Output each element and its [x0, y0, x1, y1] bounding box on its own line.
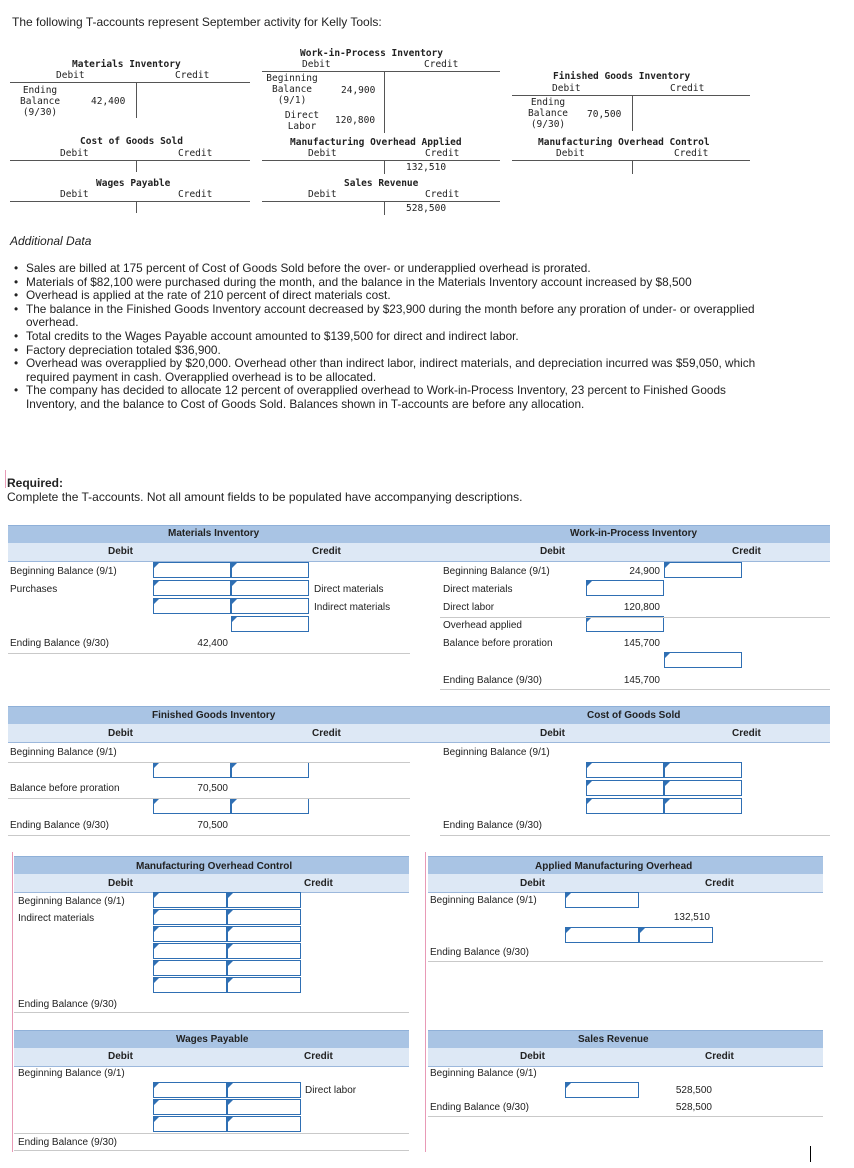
moc-credit-input[interactable] [227, 943, 301, 959]
mi-debit-input[interactable] [153, 598, 231, 614]
wip-ending-label: Ending Balance (9/30) [443, 675, 542, 686]
grid-wp-credit: Credit [304, 1051, 333, 1062]
t-value: 528,500 [406, 203, 447, 214]
t-title: Work-in-Process Inventory [300, 48, 443, 59]
t-credit: Credit [175, 70, 210, 81]
moc-row-label: Beginning Balance (9/1) [18, 896, 125, 907]
wip-row-label: Beginning Balance (9/1) [443, 566, 550, 577]
grid-amo-title: Applied Manufacturing Overhead [535, 861, 693, 872]
t-debit: Debit [56, 70, 85, 81]
grid-mi-debit: Debit [108, 546, 133, 557]
t-credit: Credit [670, 83, 705, 94]
wp-debit-input[interactable] [153, 1116, 227, 1132]
wp-credit-input[interactable] [227, 1116, 301, 1132]
t-direct-labor-label: Direct Labor [284, 110, 320, 132]
t-credit: Credit [674, 148, 709, 159]
additional-data-title: Additional Data [10, 234, 92, 248]
t-title: Manufacturing Overhead Control [538, 137, 710, 148]
mi-debit-amount-input[interactable] [231, 562, 309, 578]
t-debit: Debit [556, 148, 585, 159]
mi-credit-label: Indirect materials [314, 602, 391, 613]
additional-data-list [12, 262, 766, 412]
wip-row-label: Direct labor [443, 602, 495, 613]
list-item: • Sales are billed at 175 percent of Cost of Goods Sold before the over- or underapplied overhead is prorated. [26, 262, 766, 276]
grid-wip-credit: Credit [732, 546, 761, 557]
required-title: Required: [7, 476, 64, 490]
cogs-ending-label: Ending Balance (9/30) [443, 820, 542, 831]
grid-cogs-debit: Debit [540, 728, 565, 739]
t-debit: Debit [552, 83, 581, 94]
t-credit: Credit [178, 189, 213, 200]
wip-debit-input[interactable] [586, 580, 664, 596]
t-credit: Credit [178, 148, 213, 159]
wp-ending-label: Ending Balance (9/30) [18, 1137, 117, 1148]
list-item: • Overhead is applied at the rate of 210 percent of direct materials cost. [26, 289, 766, 303]
t-debit: Debit [60, 189, 89, 200]
cogs-credit-input[interactable] [664, 762, 742, 778]
t-debit: Debit [308, 148, 337, 159]
moc-debit-input[interactable] [153, 943, 227, 959]
moc-credit-input[interactable] [227, 960, 301, 976]
grid-fg-credit: Credit [312, 728, 341, 739]
amo-row-label: Beginning Balance (9/1) [430, 895, 537, 906]
grid-fg-title: Finished Goods Inventory [152, 710, 276, 721]
t-ending-label: Ending Balance (9/30) [20, 85, 61, 118]
t-title: Manufacturing Overhead Applied [290, 137, 462, 148]
fg-row-label: Balance before proration [10, 783, 120, 794]
fg-value: 70,500 [197, 783, 228, 794]
fg-row-label: Beginning Balance (9/1) [10, 747, 117, 758]
t-title: Materials Inventory [72, 59, 181, 70]
sr-value: 528,500 [675, 1085, 712, 1096]
wip-row-label: Balance before proration [443, 638, 553, 649]
t-credit: Credit [424, 59, 459, 70]
t-debit: Debit [308, 189, 337, 200]
cogs-credit-input[interactable] [664, 798, 742, 814]
grid-sr-credit: Credit [705, 1051, 734, 1062]
wp-credit-input[interactable] [227, 1082, 301, 1098]
t-title: Sales Revenue [344, 178, 419, 189]
grid-wip-debit: Debit [540, 546, 565, 557]
grid-amo-credit: Credit [705, 878, 734, 889]
amo-ending-label: Ending Balance (9/30) [430, 947, 529, 958]
moc-ending-label: Ending Balance (9/30) [18, 999, 117, 1010]
grid-moc-credit: Credit [304, 878, 333, 889]
grid-cogs-credit: Credit [732, 728, 761, 739]
grid-amo-debit: Debit [520, 878, 545, 889]
grid-cogs-title: Cost of Goods Sold [587, 710, 681, 721]
t-ending-label: Ending Balance (9/30) [527, 97, 569, 130]
grid-mi-title: Materials Inventory [168, 528, 260, 539]
cogs-row-label: Beginning Balance (9/1) [443, 747, 550, 758]
fg-debit-input[interactable] [153, 798, 231, 814]
mi-credit-input[interactable] [231, 598, 309, 614]
fg-credit-input[interactable] [231, 798, 309, 814]
moc-credit-input[interactable] [227, 909, 301, 925]
cogs-debit-input[interactable] [586, 762, 664, 778]
cogs-debit-input[interactable] [586, 798, 664, 814]
mi-credit-input[interactable] [231, 616, 309, 632]
wip-row-label: Direct materials [443, 584, 513, 595]
grid-sr-debit: Debit [520, 1051, 545, 1062]
mi-ending-label: Ending Balance (9/30) [10, 638, 109, 649]
wp-credit-label: Direct labor [305, 1085, 357, 1096]
intro-text: The following T-accounts represent September activity for Kelly Tools: [12, 15, 382, 29]
t-value: 70,500 [587, 109, 622, 120]
grid-fg-debit: Debit [108, 728, 133, 739]
moc-row-label: Indirect materials [18, 913, 95, 924]
amo-debit-input[interactable] [565, 927, 639, 943]
wip-value: 120,800 [623, 602, 660, 613]
mi-credit-label: Direct materials [314, 584, 384, 595]
moc-credit-input[interactable] [227, 892, 301, 908]
list-item: • The balance in the Finished Goods Inventory account decreased by $23,900 during the month before any proration of under- or overapplied overhead. [26, 303, 766, 330]
moc-debit-input[interactable] [153, 909, 227, 925]
mi-ending-value: 42,400 [197, 638, 228, 649]
wip-credit-input[interactable] [664, 562, 742, 578]
sr-ending-label: Ending Balance (9/30) [430, 1102, 529, 1113]
wip-ending-value: 145,700 [623, 675, 660, 686]
sr-ending-value: 528,500 [675, 1102, 712, 1113]
t-debit: Debit [302, 59, 331, 70]
t-beginning-label: Beginning Balance (9/1) [266, 73, 318, 106]
wp-row-label: Beginning Balance (9/1) [18, 1068, 125, 1079]
moc-debit-input[interactable] [153, 926, 227, 942]
moc-debit-input[interactable] [153, 892, 227, 908]
grid-moc-debit: Debit [108, 878, 133, 889]
t-title: Finished Goods Inventory [553, 71, 691, 82]
mi-debit-input[interactable] [153, 562, 231, 578]
moc-credit-input[interactable] [227, 977, 301, 993]
list-item: • Materials of $82,100 were purchased during the month, and the balance in the Materials Inventory account increased by $8,500 [26, 276, 766, 290]
sr-debit-input[interactable] [565, 1082, 639, 1098]
text-cursor [810, 1146, 811, 1162]
t-value: 24,900 [341, 85, 376, 96]
t-credit: Credit [425, 189, 460, 200]
grid-mi-credit: Credit [312, 546, 341, 557]
wip-debit-input[interactable] [586, 616, 664, 632]
wp-debit-input[interactable] [153, 1082, 227, 1098]
amo-debit-input[interactable] [565, 892, 639, 908]
grid-moc-title: Manufacturing Overhead Control [136, 861, 293, 872]
grid-wp-title: Wages Payable [176, 1034, 249, 1045]
fg-credit-input[interactable] [231, 762, 309, 778]
moc-debit-input[interactable] [153, 977, 227, 993]
wp-credit-input[interactable] [227, 1099, 301, 1115]
fg-debit-input[interactable] [153, 762, 231, 778]
wip-row-label: Overhead applied [443, 620, 522, 631]
wp-debit-input[interactable] [153, 1099, 227, 1115]
fg-ending-value: 70,500 [197, 820, 228, 831]
t-title: Cost of Goods Sold [80, 136, 183, 147]
t-value: 132,510 [406, 162, 447, 173]
mi-row-label: Purchases [10, 584, 58, 595]
list-item: • Overhead was overapplied by $20,000. Overhead other than indirect labor, indirect materials, and depreciation incurred was $59,050, which required payment in cash. Overapplied overhead is to be allocated. [26, 357, 766, 384]
wip-credit-input[interactable] [664, 652, 742, 668]
cogs-credit-input[interactable] [664, 780, 742, 796]
sr-row-label: Beginning Balance (9/1) [430, 1068, 537, 1079]
mi-row-label: Beginning Balance (9/1) [10, 566, 117, 577]
t-value: 42,400 [91, 96, 126, 107]
required-text: Complete the T-accounts. Not all amount fields to be populated have accompanying descriptions. [7, 490, 523, 504]
amo-value: 132,510 [673, 912, 710, 923]
grid-wip-title: Work-in-Process Inventory [570, 528, 698, 539]
moc-credit-input[interactable] [227, 926, 301, 942]
t-debit: Debit [60, 148, 89, 159]
amo-credit-input[interactable] [639, 927, 713, 943]
list-item: • The company has decided to allocate 12 percent of overapplied overhead to Work-in-Process Inventory, 23 percent to Finished Goods Inventory, and the balance to Cost of Goods Sold. Balances shown in T-accounts are before any allocation. [26, 384, 766, 411]
mi-credit-input[interactable] [231, 580, 309, 596]
t-title: Wages Payable [96, 178, 171, 189]
list-item: • Total credits to the Wages Payable account amounted to $139,500 for direct and indirect labor. [26, 330, 766, 344]
wip-value: 145,700 [623, 638, 660, 649]
cogs-debit-input[interactable] [586, 780, 664, 796]
list-item: • Factory depreciation totaled $36,900. [26, 344, 766, 358]
fg-ending-label: Ending Balance (9/30) [10, 820, 109, 831]
grid-wp-debit: Debit [108, 1051, 133, 1062]
t-value: 120,800 [335, 115, 376, 126]
grid-sr-title: Sales Revenue [578, 1034, 649, 1045]
t-credit: Credit [425, 148, 460, 159]
wip-value: 24,900 [629, 566, 660, 577]
mi-debit-input[interactable] [153, 580, 231, 596]
moc-debit-input[interactable] [153, 960, 227, 976]
